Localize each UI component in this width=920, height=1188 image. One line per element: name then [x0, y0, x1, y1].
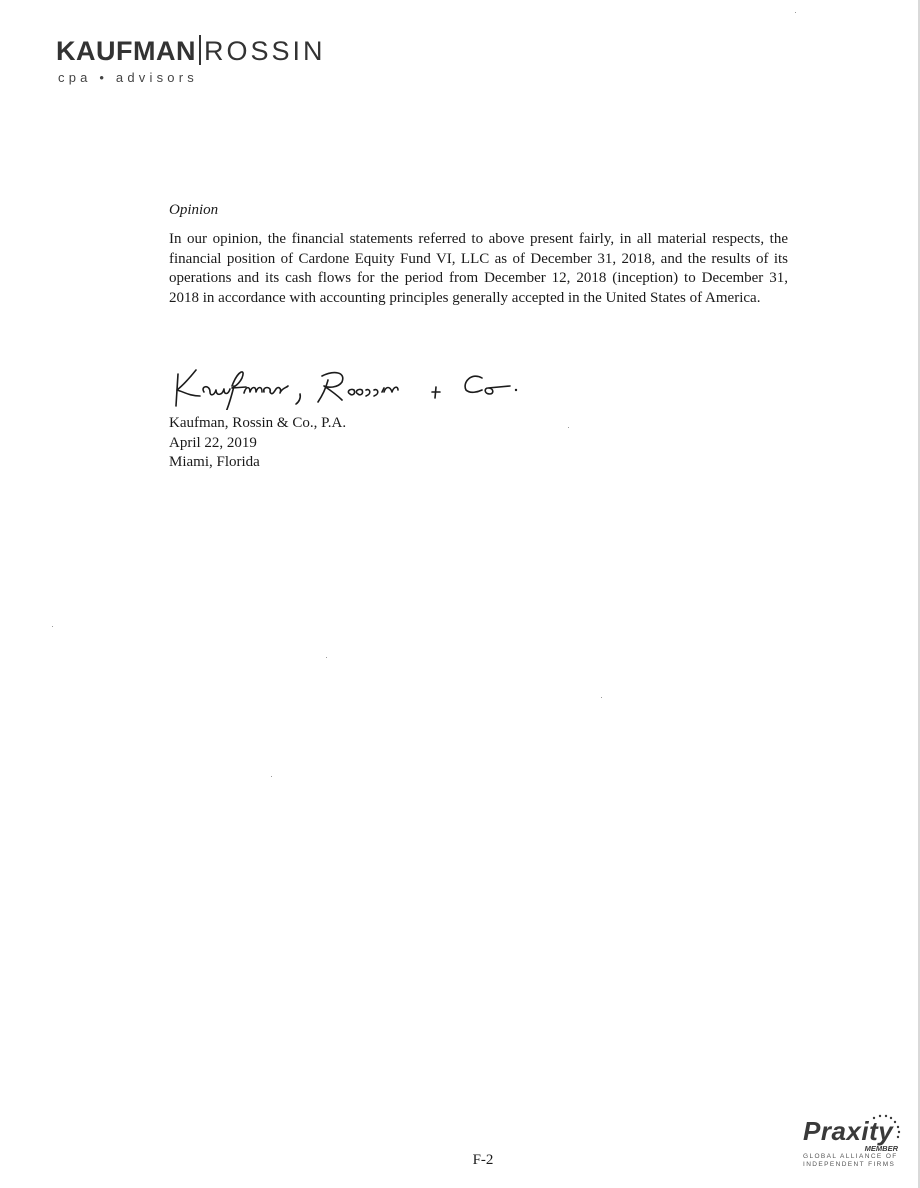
- scan-speck: [271, 776, 272, 777]
- logo-wordmark: [56, 34, 326, 66]
- scan-speck: [326, 657, 327, 658]
- praxity-line-1: GLOBAL ALLIANCE OF: [803, 1153, 898, 1160]
- firm-name: Kaufman, Rossin & Co., P.A.: [169, 415, 347, 431]
- report-location: Miami, Florida: [169, 454, 260, 470]
- opinion-paragraph: In our opinion, the financial statements referred to above present fairly, in all material respects, the financial position of Cardone Equity Fund VI, LLC as of December 31, 2018, and the results of its operations and its cash flows for the period from December 12, 2018 (inception) to December 31, 2018 in accordance with accounting principles generally accepted in the United States of America.: [169, 231, 788, 306]
- praxity-line-2: INDEPENDENT FIRMS: [803, 1161, 896, 1168]
- handwritten-signature: [170, 362, 550, 410]
- logo-tagline: cpa • advisors: [58, 70, 198, 85]
- logo-name-rossin: ROSSIN: [203, 36, 326, 66]
- scan-speck: [601, 697, 602, 698]
- praxity-member: MEMBER: [864, 1144, 898, 1153]
- report-date: April 22, 2019: [169, 434, 257, 451]
- scan-speck: [568, 427, 569, 428]
- praxity-badge: [800, 1112, 910, 1172]
- scan-speck: [52, 626, 53, 627]
- scan-speck: [795, 12, 796, 13]
- logo-divider: [199, 35, 201, 65]
- praxity-name: Praxity: [803, 1116, 894, 1146]
- signature-block: [169, 414, 346, 473]
- opinion-section: [169, 200, 788, 308]
- logo-name-kaufman: KAUFMAN: [56, 36, 196, 66]
- page-number: F-2: [472, 1152, 494, 1168]
- opinion-heading: Opinion: [169, 202, 219, 218]
- firm-logo: [56, 34, 326, 85]
